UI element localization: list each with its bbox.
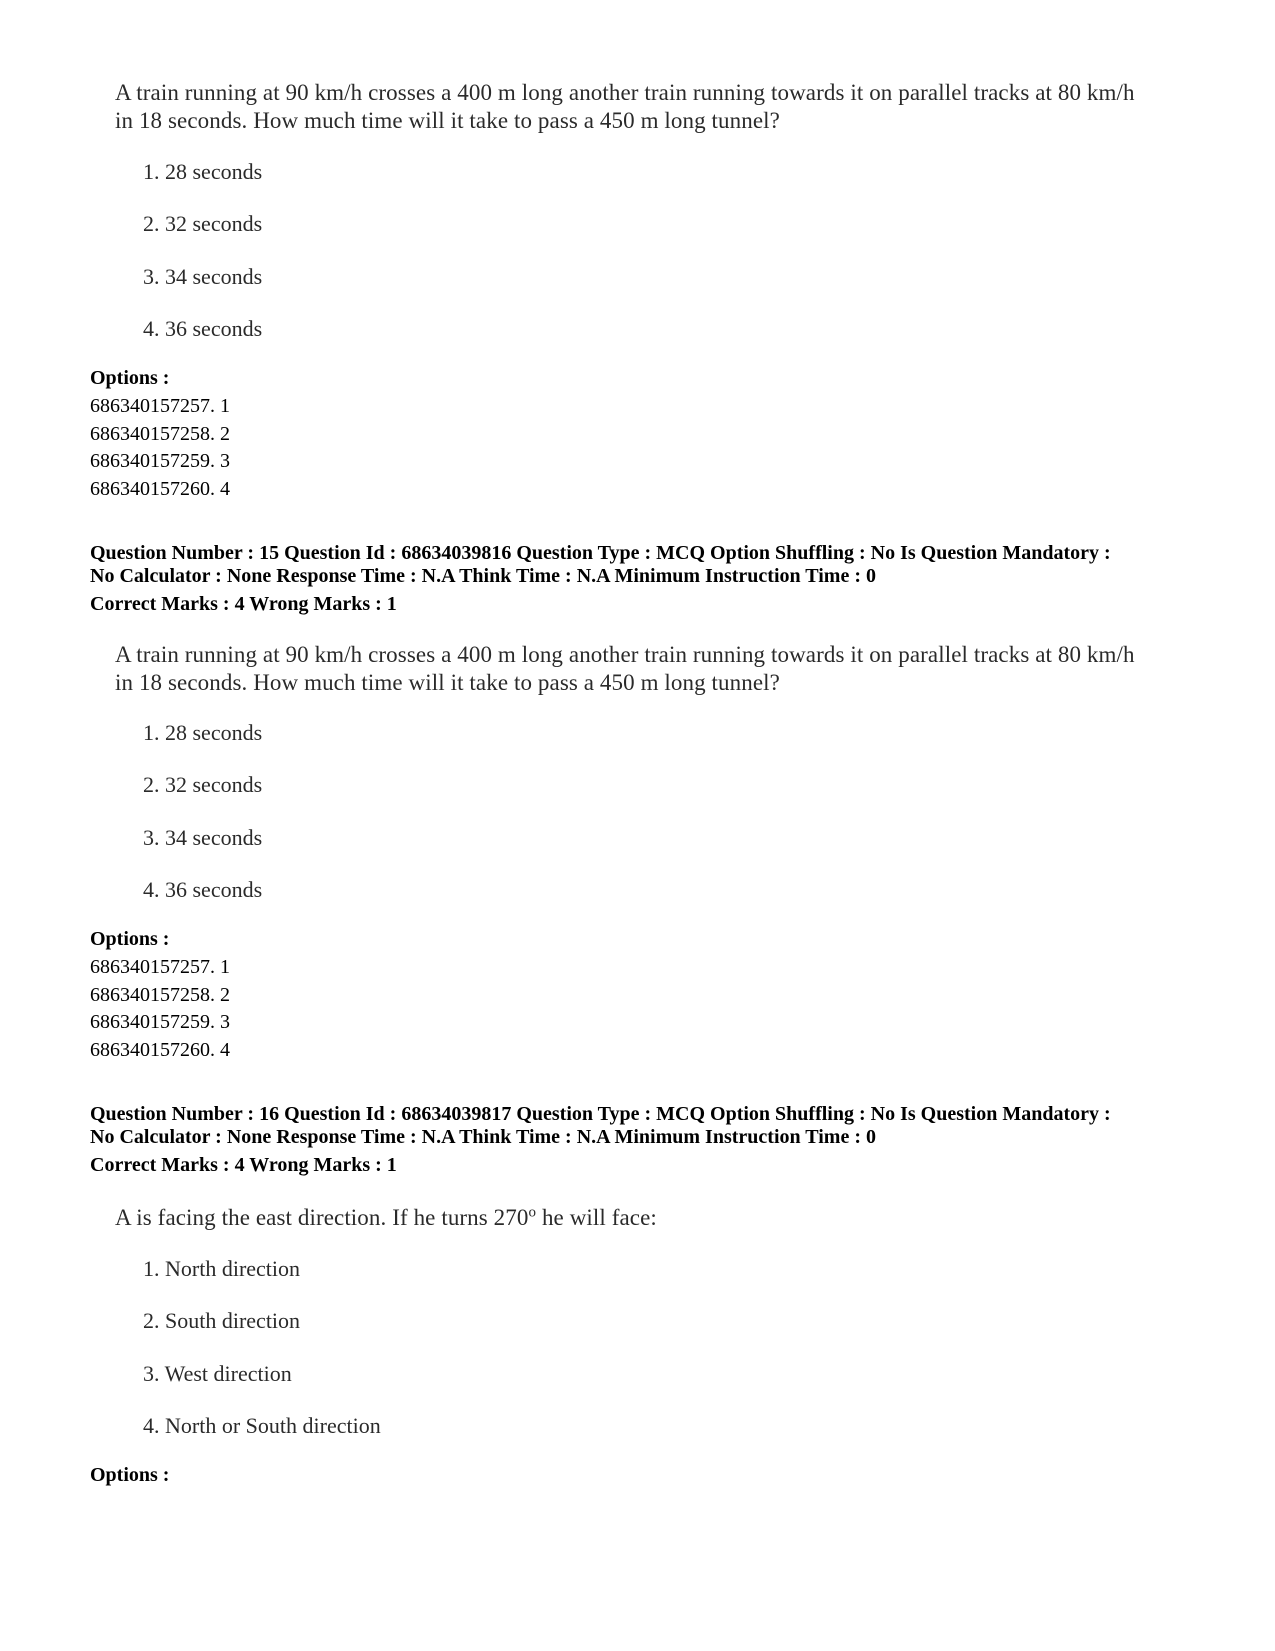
options-heading: Options : <box>90 1464 170 1486</box>
option-id-line: 686340157257. 1 <box>90 956 230 978</box>
answer-choice: 4. 36 seconds <box>143 877 263 902</box>
question-meta-line: Question Number : 16 Question Id : 68634039817 Question Type : MCQ Option Shuffling : No Is Question Mandatory : <box>90 1103 1111 1125</box>
answer-choice: 1. North direction <box>143 1256 301 1281</box>
question-text-line: in 18 seconds. How much time will it take to pass a 450 m long tunnel? <box>115 108 780 133</box>
answer-choice: 2. 32 seconds <box>143 211 263 236</box>
answer-choice: 2. South direction <box>143 1308 301 1333</box>
answer-choice: 1. 28 seconds <box>143 159 263 184</box>
question-text-line: A train running at 90 km/h crosses a 400 m long another train running towards it on parallel tracks at 80 km/h <box>115 642 1135 667</box>
question-text-line: A train running at 90 km/h crosses a 400 m long another train running towards it on parallel tracks at 80 km/h <box>115 80 1135 105</box>
question-meta-line: No Calculator : None Response Time : N.A Think Time : N.A Minimum Instruction Time : 0 <box>90 565 876 587</box>
answer-choice: 3. 34 seconds <box>143 825 263 850</box>
answer-choice: 1. 28 seconds <box>143 720 263 745</box>
answer-choice: 3. 34 seconds <box>143 264 263 289</box>
option-id-line: 686340157260. 4 <box>90 478 230 500</box>
question-text-part: A is facing the east direction. If he turns 270 <box>115 1205 529 1230</box>
options-heading: Options : <box>90 367 170 389</box>
option-id-line: 686340157257. 1 <box>90 395 230 417</box>
question-marks: Correct Marks : 4 Wrong Marks : 1 <box>90 593 397 615</box>
question-meta-line: No Calculator : None Response Time : N.A Think Time : N.A Minimum Instruction Time : 0 <box>90 1126 876 1148</box>
question-meta-line: Question Number : 15 Question Id : 68634039816 Question Type : MCQ Option Shuffling : No Is Question Mandatory : <box>90 542 1111 564</box>
answer-choice: 4. North or South direction <box>143 1413 381 1438</box>
option-id-line: 686340157259. 3 <box>90 450 230 472</box>
question-text-line: in 18 seconds. How much time will it take to pass a 450 m long tunnel? <box>115 670 780 695</box>
answer-choice: 4. 36 seconds <box>143 316 263 341</box>
option-id-line: 686340157259. 3 <box>90 1011 230 1033</box>
option-id-line: 686340157258. 2 <box>90 423 230 445</box>
answer-choice: 2. 32 seconds <box>143 772 263 797</box>
answer-choice: 3. West direction <box>143 1361 292 1386</box>
option-id-line: 686340157258. 2 <box>90 984 230 1006</box>
options-heading: Options : <box>90 928 170 950</box>
question-text-part: he will face: <box>536 1205 657 1230</box>
option-id-line: 686340157260. 4 <box>90 1039 230 1061</box>
question-marks: Correct Marks : 4 Wrong Marks : 1 <box>90 1154 397 1176</box>
question-text-line <box>115 1204 657 1232</box>
degree-symbol: o <box>528 1204 537 1221</box>
